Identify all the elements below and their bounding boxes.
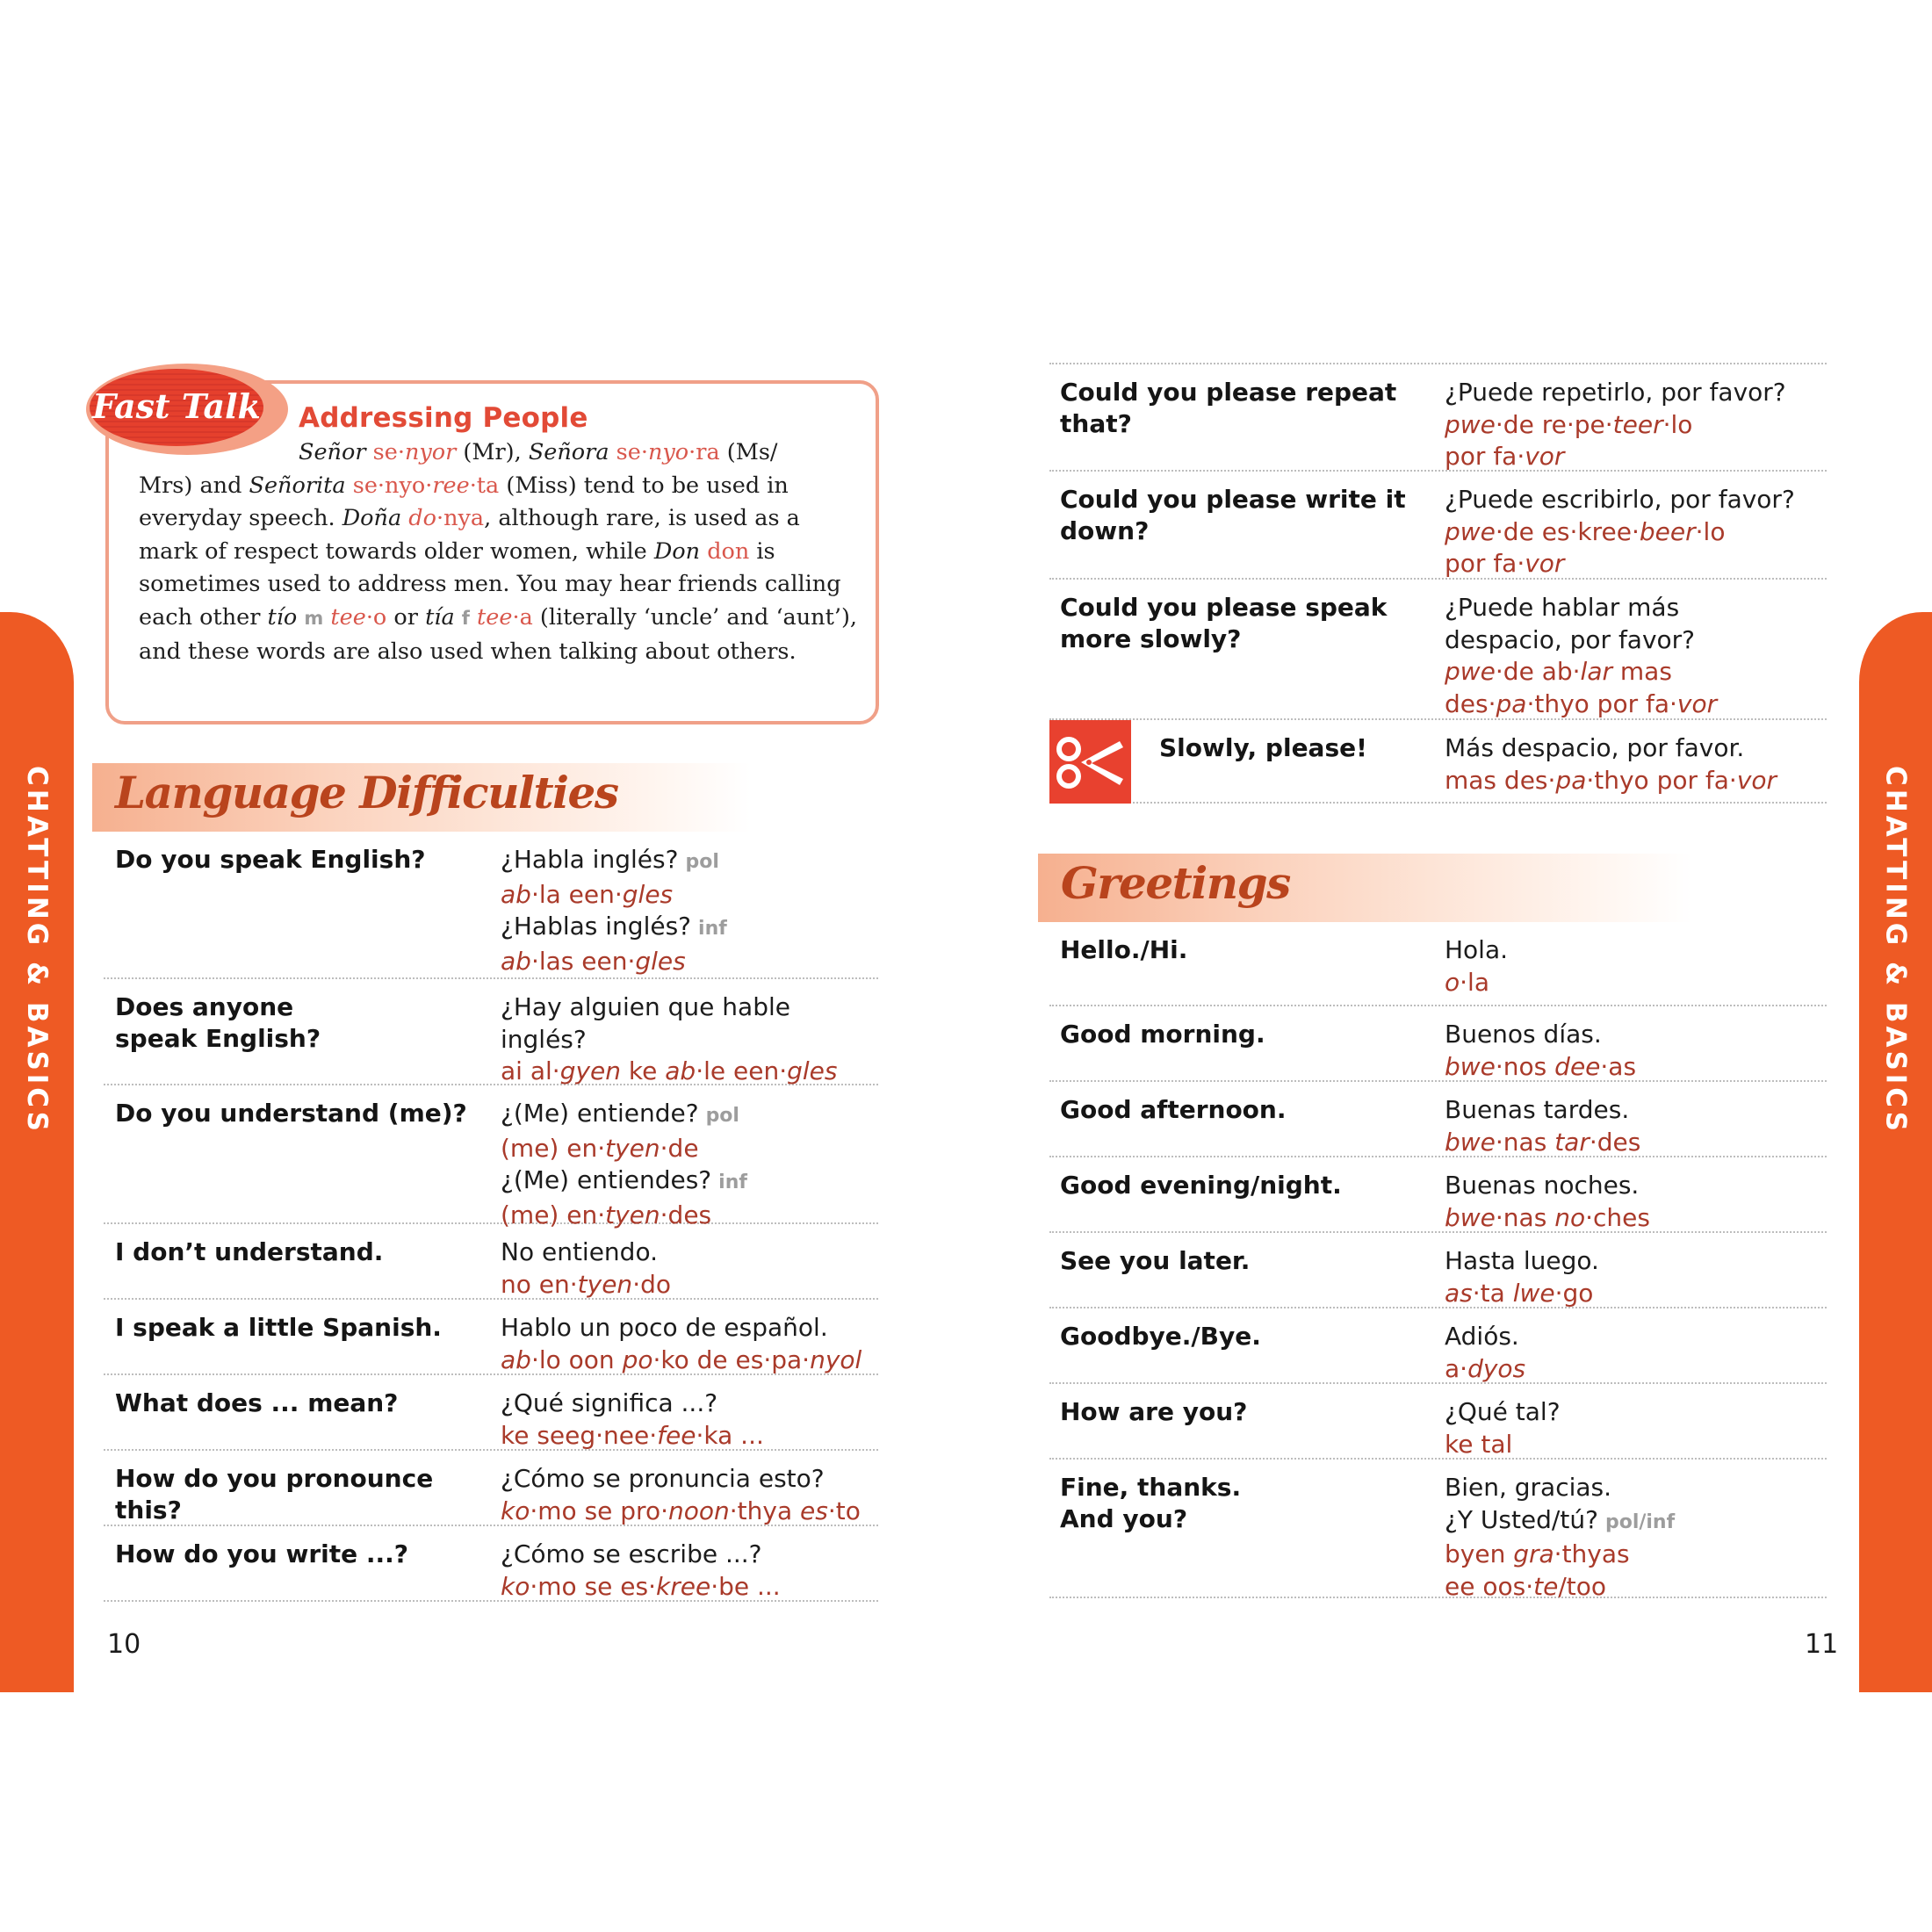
syllable: ai al· xyxy=(501,1056,560,1085)
english-phrase: Fine, thanks. And you? xyxy=(1060,1473,1242,1533)
spanish-text-value: ¿(Me) entiende? xyxy=(501,1099,699,1128)
register-tag: pol xyxy=(685,851,719,873)
spanish-text-value: despacio, por favor? xyxy=(1445,624,1696,654)
stressed-syllable: gles xyxy=(635,946,686,976)
pronunciation xyxy=(501,1420,764,1453)
fast-talk-first-line xyxy=(139,436,859,470)
phrase-row xyxy=(104,1300,878,1375)
spanish-translation xyxy=(501,1388,764,1452)
pronunciation xyxy=(501,1133,747,1165)
paragraph-text xyxy=(609,439,616,465)
stressed-syllable: gles xyxy=(622,879,674,909)
spanish-text xyxy=(1445,377,1786,409)
spanish-translation xyxy=(1445,1321,1525,1385)
syllable: ·de es·kree· xyxy=(1495,516,1640,546)
spanish-text-value: Hablo un poco de español. xyxy=(501,1313,828,1342)
pronunciation xyxy=(1445,1278,1599,1310)
stressed-syllable: fee xyxy=(657,1420,696,1450)
spanish-translation xyxy=(501,1098,747,1231)
stressed-syllable: as xyxy=(1445,1278,1473,1308)
stressed-syllable: ab xyxy=(501,946,531,976)
pronunciation xyxy=(1445,516,1795,549)
spanish-translation xyxy=(1445,592,1717,720)
syllable: ·lo oon xyxy=(530,1344,623,1374)
stressed-syllable: vor xyxy=(1736,765,1777,795)
syllable: ·la een· xyxy=(530,879,623,909)
english-phrase: I speak a little Spanish. xyxy=(115,1313,442,1342)
stressed-syllable: pa xyxy=(1496,688,1527,718)
syllable: ·be ... xyxy=(710,1571,781,1601)
phrase-row xyxy=(104,1085,878,1229)
stressed-syllable: vor xyxy=(1525,442,1565,471)
syllable: ·go xyxy=(1554,1278,1594,1308)
pronunciation xyxy=(501,1496,861,1528)
spanish-text-value: ¿Puede repetirlo, por favor? xyxy=(1445,378,1786,407)
phrase-row xyxy=(1049,720,1827,804)
english-phrase: Could you please repeat that? xyxy=(1060,378,1397,438)
spanish-translation xyxy=(501,844,727,977)
syllable: (me) en· xyxy=(501,1133,606,1163)
syllable: no en· xyxy=(501,1269,578,1299)
syllable: ·nas xyxy=(1495,1127,1555,1157)
pronunciation xyxy=(501,1344,861,1377)
syllable: des· xyxy=(1445,688,1496,718)
english-phrase: See you later. xyxy=(1060,1246,1251,1275)
fast-talk-title: Addressing People xyxy=(299,402,588,434)
stressed-syllable: tyen xyxy=(577,1269,633,1299)
syllable: ·le een· xyxy=(696,1056,788,1085)
spanish-term: Doña xyxy=(342,505,402,532)
phrase-row xyxy=(104,1526,878,1602)
english-phrase: How are you? xyxy=(1060,1397,1248,1426)
paragraph-text xyxy=(700,538,707,565)
spanish-text xyxy=(501,844,727,879)
gender-marker: m xyxy=(304,607,324,629)
pronunciation-stressed: do xyxy=(408,505,436,532)
register-tag: pol xyxy=(705,1105,739,1127)
spanish-text xyxy=(1445,1094,1640,1127)
english-phrase: Does anyone speak English? xyxy=(115,992,321,1053)
spanish-translation xyxy=(1445,934,1508,998)
syllable: ·lo xyxy=(1662,409,1693,439)
pronunciation xyxy=(1445,1127,1640,1159)
spanish-translation xyxy=(1445,1094,1640,1158)
pronunciation xyxy=(1445,441,1786,473)
syllable: ·nos xyxy=(1495,1051,1555,1081)
spanish-translation xyxy=(1445,1170,1650,1234)
spanish-text-value: inglés? xyxy=(501,1024,587,1054)
pronunciation-stressed: tee xyxy=(477,603,513,631)
section-tab-label: CHATTING & BASICS xyxy=(21,766,53,1135)
syllable: ·ko de es·pa· xyxy=(652,1344,811,1374)
spanish-text-value: ¿Qué significa ...? xyxy=(501,1388,718,1417)
section-tab-right[interactable] xyxy=(1859,612,1932,1692)
pronunciation xyxy=(1445,548,1795,580)
spanish-term: Don xyxy=(653,537,701,565)
gender-marker: f xyxy=(461,607,470,629)
stressed-syllable: ab xyxy=(501,879,531,909)
register-tag: inf xyxy=(718,1171,747,1193)
english-phrase: Could you please speak more slowly? xyxy=(1060,593,1388,653)
syllable: ·las een· xyxy=(530,946,636,976)
badge-label: Fast Talk xyxy=(92,386,261,426)
phrase-row xyxy=(1049,1157,1827,1233)
spanish-text-value: ¿Hablas inglés? xyxy=(501,912,692,941)
spanish-text-value: Más despacio, por favor. xyxy=(1445,733,1745,762)
syllable: ·as xyxy=(1600,1051,1637,1081)
english-phrase: Could you please write it down? xyxy=(1060,485,1406,545)
paragraph-text: Mrs) and xyxy=(139,472,249,499)
spanish-translation xyxy=(1445,484,1795,580)
scissors-icon-glyph xyxy=(1049,720,1131,804)
spanish-text-value: Buenos días. xyxy=(1445,1020,1602,1049)
stressed-syllable: dee xyxy=(1554,1051,1601,1081)
stressed-syllable: dyos xyxy=(1467,1353,1526,1383)
paragraph-text xyxy=(366,439,373,465)
section-heading: Language Difficulties xyxy=(115,767,618,818)
section-tab-left[interactable] xyxy=(0,612,74,1692)
stressed-syllable: gyen xyxy=(559,1056,622,1085)
spanish-text xyxy=(501,911,727,946)
syllable: ·mo se pro· xyxy=(530,1496,668,1525)
stressed-syllable: gra xyxy=(1513,1539,1554,1568)
english-phrase: What does ... mean? xyxy=(115,1388,399,1417)
spanish-text xyxy=(501,1236,671,1269)
paragraph-text xyxy=(346,472,353,499)
stressed-syllable: gles xyxy=(787,1056,838,1085)
spanish-text-value: No entiendo. xyxy=(501,1237,658,1266)
syllable: ·ches xyxy=(1585,1202,1650,1232)
paragraph-text: (Mr), xyxy=(456,439,529,465)
spanish-text-value: ¿Qué tal? xyxy=(1445,1397,1561,1426)
spanish-text xyxy=(501,1312,861,1344)
spanish-text xyxy=(1445,934,1508,967)
stressed-syllable: ko xyxy=(501,1496,530,1525)
pronunciation xyxy=(1445,688,1717,721)
syllable: mas des· xyxy=(1445,765,1556,795)
english-phrase: Good morning. xyxy=(1060,1020,1265,1049)
syllable: byen xyxy=(1445,1539,1514,1568)
spanish-term: Señor xyxy=(299,439,366,465)
english-phrase: Slowly, please! xyxy=(1159,733,1367,762)
spanish-text xyxy=(1445,1472,1675,1504)
spanish-text-value: Buenas noches. xyxy=(1445,1171,1640,1200)
paragraph-text: (Miss) tend to be used in everyday speech. xyxy=(139,472,789,532)
phrase-row xyxy=(104,1451,878,1526)
spanish-text xyxy=(501,1164,747,1200)
pronunciation xyxy=(501,1571,781,1604)
spanish-translation xyxy=(1445,377,1786,473)
syllable: ·thyas xyxy=(1554,1539,1630,1568)
pronunciation xyxy=(1445,1353,1525,1386)
spanish-translation xyxy=(501,1312,861,1376)
english-phrase: Do you speak English? xyxy=(115,845,426,874)
spanish-translation xyxy=(501,991,837,1088)
spanish-text-value: Hasta luego. xyxy=(1445,1246,1599,1275)
syllable: ·to xyxy=(827,1496,861,1525)
spanish-text xyxy=(1445,592,1717,624)
spanish-text xyxy=(1445,1504,1675,1539)
spanish-term: tío xyxy=(267,603,298,631)
fast-talk-paragraph xyxy=(139,436,859,668)
spanish-text xyxy=(501,1463,861,1496)
paragraph-text: or xyxy=(386,603,426,631)
spanish-text xyxy=(1445,484,1795,516)
spanish-text-value: Buenas tardes. xyxy=(1445,1095,1630,1124)
english-phrase: Good evening/night. xyxy=(1060,1171,1342,1200)
spanish-text xyxy=(501,1388,764,1420)
spanish-text-value: ¿Puede escribirlo, por favor? xyxy=(1445,485,1795,514)
spanish-text-value: ¿(Me) entiendes? xyxy=(501,1165,712,1194)
english-phrase: Good afternoon. xyxy=(1060,1095,1287,1124)
spanish-text xyxy=(1445,1019,1636,1051)
phrase-row xyxy=(1049,1460,1827,1601)
pronunciation xyxy=(501,879,727,912)
spanish-translation xyxy=(501,1463,861,1527)
syllable: ·de re·pe· xyxy=(1495,409,1613,439)
phrase-row xyxy=(1049,922,1827,1006)
syllable: ke seeg·nee· xyxy=(501,1420,658,1450)
stressed-syllable: te xyxy=(1533,1571,1559,1601)
spanish-text xyxy=(1445,732,1777,765)
spanish-text-value: ¿Y Usted/tú? xyxy=(1445,1504,1598,1534)
spanish-text xyxy=(1445,1321,1525,1353)
syllable: ·la xyxy=(1460,967,1489,997)
pronunciation-stressed: ree xyxy=(432,472,470,499)
pronunciation xyxy=(501,1269,671,1301)
spanish-translation xyxy=(1445,732,1777,797)
english-phrase: Goodbye./Bye. xyxy=(1060,1322,1261,1351)
syllable: ·de ab· xyxy=(1495,657,1581,686)
phrase-row xyxy=(1049,580,1827,720)
paragraph-text: (Ms/ xyxy=(719,439,778,465)
spanish-text xyxy=(501,1024,837,1056)
pronunciation xyxy=(501,1056,837,1088)
spanish-text-value: Hola. xyxy=(1445,935,1509,964)
stressed-syllable: pwe xyxy=(1445,409,1496,439)
pronunciation xyxy=(1445,656,1717,688)
phrase-row xyxy=(1049,1082,1827,1157)
pronunciation: ·o xyxy=(365,603,387,631)
phrase-row xyxy=(1049,1233,1827,1308)
pronunciation: se· xyxy=(372,439,405,465)
syllable: /too xyxy=(1558,1571,1607,1601)
spanish-text xyxy=(1445,1396,1561,1429)
stressed-syllable: lar xyxy=(1580,657,1612,686)
pronunciation: ·ra xyxy=(688,439,720,465)
page-number-right: 11 xyxy=(1805,1629,1839,1660)
spanish-text-value: ¿Habla inglés? xyxy=(501,845,679,874)
syllable: ·mo se es· xyxy=(530,1571,656,1601)
stressed-syllable: lwe xyxy=(1512,1278,1555,1308)
phrase-row xyxy=(104,1375,878,1451)
syllable: ·des xyxy=(660,1200,712,1229)
pronunciation: se· xyxy=(616,439,648,465)
spanish-text-value: ¿Puede hablar más xyxy=(1445,593,1680,622)
spanish-translation xyxy=(1445,1245,1599,1309)
syllable: a· xyxy=(1445,1353,1468,1383)
stressed-syllable: pa xyxy=(1555,765,1587,795)
spanish-text-value: ¿Hay alguien que hable xyxy=(501,992,790,1021)
stressed-syllable: ab xyxy=(501,1344,531,1374)
english-phrase: Hello./Hi. xyxy=(1060,935,1188,964)
pronunciation xyxy=(1445,1571,1675,1604)
pronunciation-stressed: nyor xyxy=(404,439,457,465)
scissors-icon xyxy=(1049,720,1131,804)
spanish-text xyxy=(1445,1245,1599,1278)
syllable: ·ta xyxy=(1472,1278,1513,1308)
syllable: (me) en· xyxy=(501,1200,606,1229)
pronunciation-stressed: tee xyxy=(330,603,366,631)
stressed-syllable: tar xyxy=(1554,1127,1590,1157)
stressed-syllable: kree xyxy=(656,1571,711,1601)
paragraph-text: (literally ‘uncle’ and ‘aunt’), and these words are also used when talking about others. xyxy=(139,603,858,665)
pronunciation xyxy=(1445,1202,1650,1235)
spanish-text xyxy=(501,991,837,1024)
stressed-syllable: ab xyxy=(665,1056,696,1085)
english-phrase: How do you pronounce this? xyxy=(115,1464,434,1525)
phrase-row xyxy=(1049,1384,1827,1460)
syllable: ·lo xyxy=(1695,516,1726,546)
pronunciation xyxy=(1445,1539,1675,1571)
spanish-translation xyxy=(1445,1472,1675,1603)
spanish-text-value: ¿Cómo se escribe ...? xyxy=(501,1539,762,1568)
stressed-syllable: bwe xyxy=(1445,1202,1496,1232)
register-tag: inf xyxy=(698,918,727,940)
section-tab-label: CHATTING & BASICS xyxy=(1879,766,1912,1135)
spanish-translation xyxy=(501,1539,781,1603)
pronunciation-stressed: nyo xyxy=(647,439,689,465)
phrase-row xyxy=(104,979,878,1085)
section-heading: Greetings xyxy=(1061,857,1290,909)
syllable: ·nas xyxy=(1495,1202,1555,1232)
paragraph-text xyxy=(470,604,477,631)
syllable: ke xyxy=(621,1056,666,1085)
pronunciation xyxy=(1445,409,1786,442)
page-number-left: 10 xyxy=(107,1629,141,1660)
spanish-translation xyxy=(1445,1396,1561,1460)
stressed-syllable: tyen xyxy=(605,1200,660,1229)
syllable: ·thya xyxy=(729,1496,801,1525)
spanish-text xyxy=(501,1539,781,1571)
syllable: ·des xyxy=(1589,1127,1641,1157)
phrase-row xyxy=(1049,1006,1827,1082)
stressed-syllable: es xyxy=(800,1496,828,1525)
stressed-syllable: beer xyxy=(1639,516,1696,546)
english-phrase: How do you write ...? xyxy=(115,1539,409,1568)
stressed-syllable: vor xyxy=(1676,688,1718,718)
syllable: por fa· xyxy=(1445,549,1525,578)
spanish-text-value: Bien, gracias. xyxy=(1445,1473,1612,1502)
stressed-syllable: vor xyxy=(1525,549,1565,578)
stressed-syllable: pwe xyxy=(1445,657,1496,686)
pronunciation xyxy=(501,946,727,978)
paragraph-text: is sometimes used to address men. You may hear friends calling each other xyxy=(139,537,841,631)
spanish-term: Señora xyxy=(528,439,609,465)
english-phrase: Do you understand (me)? xyxy=(115,1099,467,1128)
pronunciation xyxy=(1445,1051,1636,1084)
phrase-row xyxy=(1049,364,1827,472)
pronunciation: don xyxy=(707,537,750,565)
spanish-term: tía xyxy=(425,603,455,631)
syllable: mas xyxy=(1612,657,1672,686)
syllable: ·thyo por fa· xyxy=(1526,688,1677,718)
stressed-syllable: tyen xyxy=(605,1133,660,1163)
paragraph-text xyxy=(455,604,462,631)
stressed-syllable: teer xyxy=(1612,409,1663,439)
section-heading-band xyxy=(92,763,751,832)
pronunciation: se·nyo· xyxy=(352,472,433,499)
stressed-syllable: nyol xyxy=(810,1344,862,1374)
spanish-translation xyxy=(501,1236,671,1301)
paragraph-text: , although rare, is used as a mark of respect towards older women, while xyxy=(139,505,800,565)
phrase-row xyxy=(1049,1308,1827,1384)
stressed-syllable: po xyxy=(622,1344,653,1374)
pronunciation: ·ta xyxy=(469,472,500,499)
phrase-row xyxy=(104,1224,878,1300)
syllable: por fa· xyxy=(1445,442,1525,471)
stressed-syllable: bwe xyxy=(1445,1051,1496,1081)
stressed-syllable: o xyxy=(1445,967,1460,997)
stressed-syllable: bwe xyxy=(1445,1127,1496,1157)
pronunciation xyxy=(1445,765,1777,797)
spanish-text-value: Adiós. xyxy=(1445,1322,1519,1351)
pronunciation xyxy=(1445,1429,1561,1461)
pronunciation: ·nya xyxy=(436,505,485,532)
spanish-text-value: ¿Cómo se pronuncia esto? xyxy=(501,1464,825,1493)
stressed-syllable: no xyxy=(1554,1202,1586,1232)
syllable: ke tal xyxy=(1445,1429,1513,1459)
syllable: ·thyo por fa· xyxy=(1586,765,1737,795)
syllable: ·de xyxy=(660,1133,699,1163)
stressed-syllable: ko xyxy=(501,1571,530,1601)
syllable: ee oos· xyxy=(1445,1571,1534,1601)
spanish-term: Señorita xyxy=(249,472,346,499)
english-phrase: I don’t understand. xyxy=(115,1237,384,1266)
phrase-row xyxy=(104,832,878,979)
stressed-syllable: pwe xyxy=(1445,516,1496,546)
spanish-translation xyxy=(1445,1019,1636,1083)
spanish-text xyxy=(1445,1170,1650,1202)
register-tag: pol/inf xyxy=(1604,1510,1676,1533)
pronunciation: ·a xyxy=(512,603,533,631)
section-heading-band xyxy=(1038,854,1692,922)
syllable: ·do xyxy=(632,1269,671,1299)
syllable: ·ka ... xyxy=(696,1420,764,1450)
spanish-text xyxy=(1445,624,1717,657)
stressed-syllable: noon xyxy=(667,1496,730,1525)
spanish-text xyxy=(501,1098,747,1133)
phrase-row xyxy=(1049,472,1827,580)
pronunciation xyxy=(1445,967,1508,999)
